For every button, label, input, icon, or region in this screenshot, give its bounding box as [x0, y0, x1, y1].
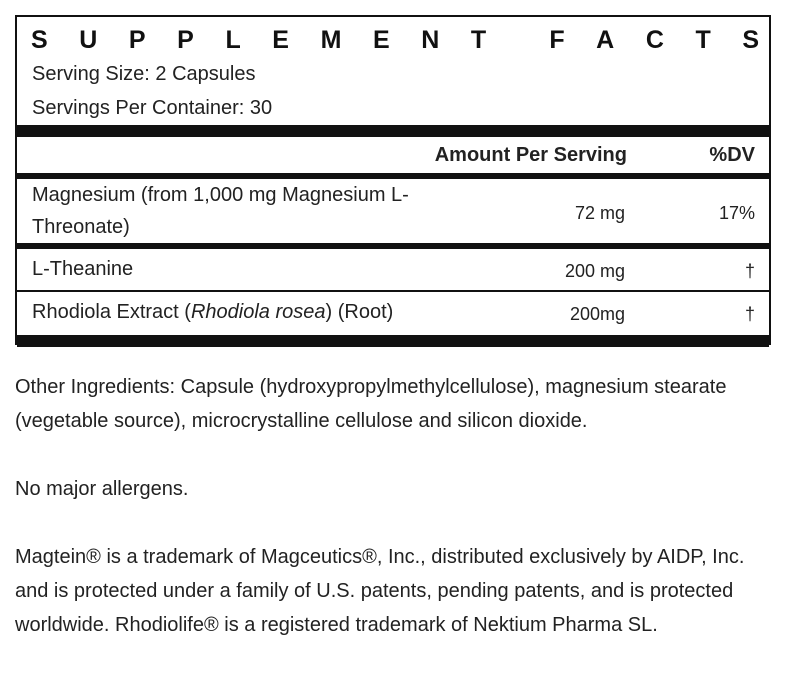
amount-per-serving-header: Amount Per Serving [434, 144, 627, 166]
nutrient-amount: 200 mg [564, 261, 625, 281]
nutrient-name-line: Threonate) [32, 216, 130, 238]
nutrient-amount: 72 mg [574, 203, 625, 223]
nutrient-name-line: Magnesium (from 1,000 mg Magnesium L- [32, 184, 409, 206]
nutrient-name [32, 179, 492, 243]
nutrient-row-rhodiola [17, 292, 769, 334]
nutrient-name-latin: Rhodiola rosea [190, 301, 326, 323]
title-letter: T [695, 26, 711, 54]
title-letter: U [79, 26, 98, 54]
column-header-row [17, 137, 769, 175]
nutrient-name [32, 296, 393, 328]
title-letter: L [225, 26, 241, 54]
allergens-text: No major allergens. [15, 478, 189, 500]
other-ingredients-text: Other Ingredients: Capsule (hydroxypropylmethylcellulose), magnesium stearate (vegetable source), microcrystalline cellulose and silicon dioxide. [15, 376, 727, 432]
thick-divider [17, 335, 769, 347]
title-letter: E [372, 26, 390, 54]
servings-per-container: Servings Per Container: 30 [32, 97, 273, 119]
title-letter: N [421, 26, 440, 54]
title-letter: C [645, 26, 664, 54]
nutrient-row-l-theanine [17, 249, 769, 289]
thick-divider [17, 125, 769, 137]
nutrient-name: L-Theanine [32, 258, 134, 280]
nutrient-row-magnesium [17, 179, 769, 243]
title-letter: A [596, 26, 615, 54]
title-letter: S [742, 26, 759, 54]
nutrient-name-suffix: ) (Root) [325, 301, 394, 323]
trademark-notice-text: Magtein® is a trademark of Magceutics®, Inc., distributed exclusively by AIDP, Inc. and is protected under a family of U.S. patents, pending patents, and is protected worldwide. Rhodiolife® is a registered trademark of Nektium Pharma SL. [15, 546, 745, 636]
nutrient-name-prefix: Rhodiola Extract ( [32, 301, 191, 323]
title-letter: T [470, 26, 487, 54]
title-letter: E [272, 26, 289, 54]
supplement-facts-panel [15, 15, 771, 345]
nutrient-amount: 200mg [569, 304, 625, 324]
title-letter: M [320, 26, 342, 54]
serving-size: Serving Size: 2 Capsules [32, 63, 256, 85]
title-letter: S [31, 26, 48, 54]
nutrient-dv: † [744, 261, 755, 281]
nutrient-dv: † [744, 304, 755, 324]
title-letter: P [128, 26, 146, 54]
daily-value-header: %DV [709, 144, 755, 166]
facts-title [31, 25, 759, 55]
title-letter: P [177, 26, 194, 54]
title-letter: F [549, 26, 565, 54]
nutrient-dv: 17% [718, 203, 755, 223]
